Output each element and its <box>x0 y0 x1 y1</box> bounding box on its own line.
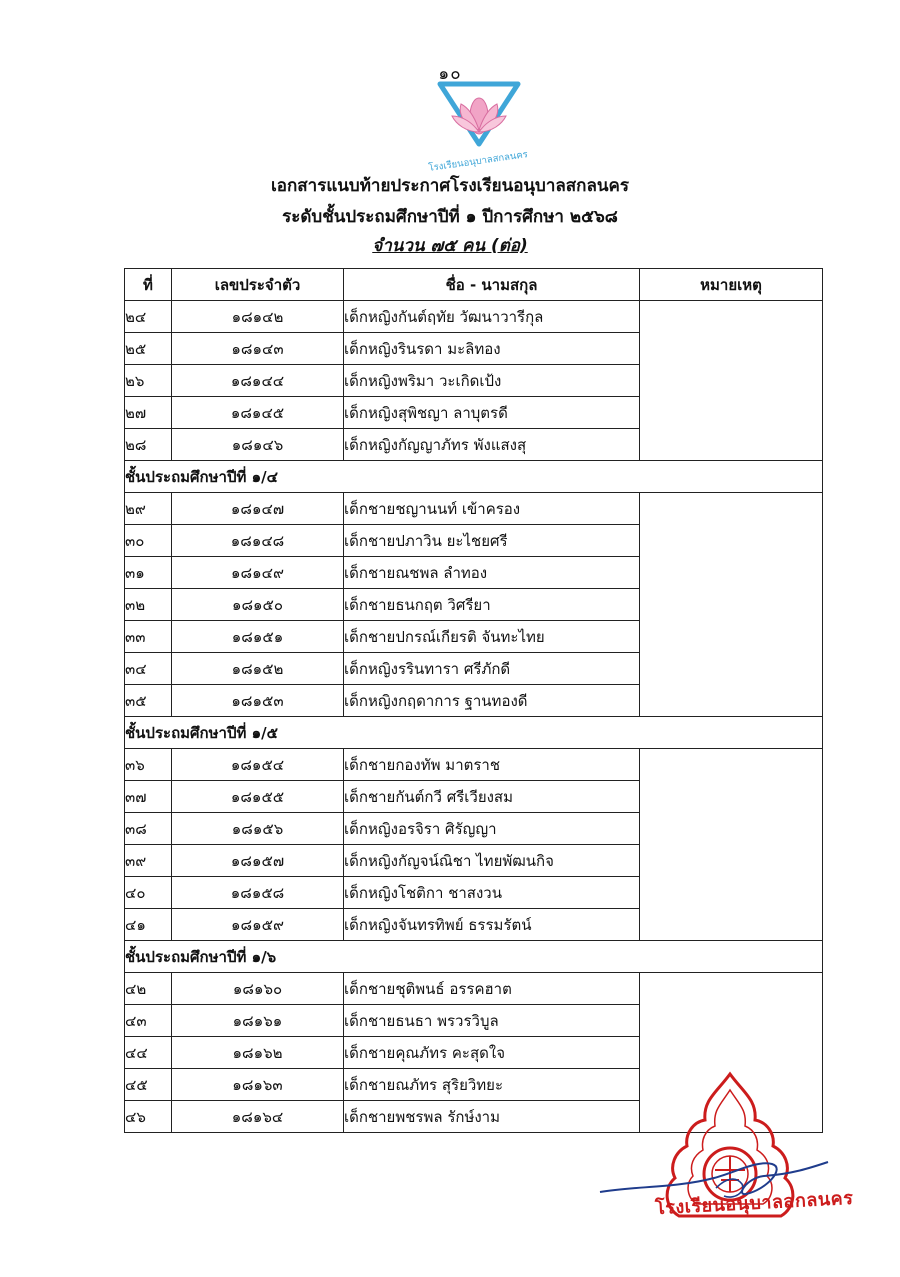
row-number: ๓๓ <box>125 621 172 653</box>
student-id: ๑๘๑๕๑ <box>172 621 344 653</box>
section-row <box>125 717 823 749</box>
student-name: เด็กชายธนกฤต วิศรียา <box>344 589 640 621</box>
student-id: ๑๘๑๖๐ <box>172 973 344 1005</box>
student-id: ๑๘๑๔๒ <box>172 301 344 333</box>
student-id: ๑๘๑๔๘ <box>172 525 344 557</box>
row-number: ๒๕ <box>125 333 172 365</box>
student-name: เด็กหญิงพริมา วะเกิดเป้ง <box>344 365 640 397</box>
table-row <box>125 493 823 525</box>
student-name: เด็กชายกันต์กวี ศรีเวียงสม <box>344 781 640 813</box>
row-number: ๒๘ <box>125 429 172 461</box>
row-number: ๓๖ <box>125 749 172 781</box>
table-row <box>125 301 823 333</box>
student-id: ๑๘๑๕๓ <box>172 685 344 717</box>
column-header-number: ที่ <box>125 269 172 301</box>
stamp-text: โรงเรียนอนุบาลสกลนคร <box>654 1187 854 1220</box>
row-number: ๔๖ <box>125 1101 172 1133</box>
student-id: ๑๘๑๕๗ <box>172 845 344 877</box>
student-name: เด็กหญิงกฤดาการ ฐานทองดี <box>344 685 640 717</box>
student-name: เด็กหญิงรินรดา มะลิทอง <box>344 333 640 365</box>
school-lotus-logo <box>427 78 529 174</box>
student-name: เด็กชายปภาวิน ยะไชยศรี <box>344 525 640 557</box>
row-number: ๒๙ <box>125 493 172 525</box>
section-heading: ชั้นประถมศึกษาปีที่ ๑/๖ <box>125 941 823 973</box>
student-name: เด็กชายปกรณ์เกียรติ จันทะไทย <box>344 621 640 653</box>
document-subtitle: ระดับชั้นประถมศึกษาปีที่ ๑ ปีการศึกษา ๒๕๖๘ <box>282 207 618 227</box>
student-count: จำนวน ๗๕ คน (ต่อ) <box>372 236 528 256</box>
student-id: ๑๘๑๕๕ <box>172 781 344 813</box>
student-id: ๑๘๑๔๙ <box>172 557 344 589</box>
row-number: ๓๒ <box>125 589 172 621</box>
document-title: เอกสารแนบท้ายประกาศโรงเรียนอนุบาลสกลนคร <box>270 176 629 196</box>
student-name: เด็กหญิงกัญจน์ณิชา ไทยพัฒนกิจ <box>344 845 640 877</box>
student-id: ๑๘๑๖๓ <box>172 1069 344 1101</box>
column-header-full-name: ชื่อ - นามสกุล <box>344 269 640 301</box>
student-name: เด็กชายธนธา พรวรวิบูล <box>344 1005 640 1037</box>
student-id: ๑๘๑๖๑ <box>172 1005 344 1037</box>
remarks-cell <box>640 301 823 461</box>
student-id: ๑๘๑๔๗ <box>172 493 344 525</box>
student-id: ๑๘๑๔๔ <box>172 365 344 397</box>
remarks-cell <box>640 749 823 941</box>
student-name: เด็กชายณชพล ลำทอง <box>344 557 640 589</box>
student-name: เด็กหญิงอรจิรา ศิรัญญา <box>344 813 640 845</box>
student-name: เด็กชายพชรพล รักษ์งาม <box>344 1101 640 1133</box>
row-number: ๓๕ <box>125 685 172 717</box>
section-row <box>125 461 823 493</box>
student-id: ๑๘๑๔๖ <box>172 429 344 461</box>
table-header-row <box>125 269 823 301</box>
student-name: เด็กชายชญานนท์ เข้าครอง <box>344 493 640 525</box>
logo-text: โรงเรียนอนุบาลสกลนคร <box>427 149 529 174</box>
row-number: ๔๔ <box>125 1037 172 1069</box>
row-number: ๓๐ <box>125 525 172 557</box>
student-name: เด็กหญิงกันต์ฤทัย วัฒนาวารีกุล <box>344 301 640 333</box>
student-id: ๑๘๑๖๒ <box>172 1037 344 1069</box>
row-number: ๓๗ <box>125 781 172 813</box>
student-name: เด็กหญิงกัญญาภัทร พังแสงสุ <box>344 429 640 461</box>
row-number: ๒๔ <box>125 301 172 333</box>
row-number: ๓๑ <box>125 557 172 589</box>
section-heading: ชั้นประถมศึกษาปีที่ ๑/๕ <box>125 717 823 749</box>
column-header-student-id: เลขประจำตัว <box>172 269 344 301</box>
student-id: ๑๘๑๕๘ <box>172 877 344 909</box>
column-header-remarks: หมายเหตุ <box>640 269 823 301</box>
student-name: เด็กชายชุติพนธ์ อรรคฮาต <box>344 973 640 1005</box>
student-name: เด็กชายคุณภัทร คะสุดใจ <box>344 1037 640 1069</box>
student-id: ๑๘๑๔๓ <box>172 333 344 365</box>
section-row <box>125 941 823 973</box>
student-name: เด็กหญิงรรินทารา ศรีภักดี <box>344 653 640 685</box>
student-id: ๑๘๑๕๔ <box>172 749 344 781</box>
student-id: ๑๘๑๕๐ <box>172 589 344 621</box>
student-id: ๑๘๑๖๔ <box>172 1101 344 1133</box>
student-name: เด็กชายณภัทร สุริยวิทยะ <box>344 1069 640 1101</box>
table-row <box>125 749 823 781</box>
student-name: เด็กหญิงสุพิชญา ลาบุตรดี <box>344 397 640 429</box>
table-row <box>125 973 823 1005</box>
student-id: ๑๘๑๕๙ <box>172 909 344 941</box>
student-id: ๑๘๑๔๕ <box>172 397 344 429</box>
student-name: เด็กชายกองทัพ มาตราช <box>344 749 640 781</box>
student-roster-table <box>124 268 823 1133</box>
student-name: เด็กหญิงโชติกา ชาสงวน <box>344 877 640 909</box>
row-number: ๔๐ <box>125 877 172 909</box>
row-number: ๓๔ <box>125 653 172 685</box>
row-number: ๔๑ <box>125 909 172 941</box>
row-number: ๔๕ <box>125 1069 172 1101</box>
row-number: ๓๙ <box>125 845 172 877</box>
row-number: ๓๘ <box>125 813 172 845</box>
section-heading: ชั้นประถมศึกษาปีที่ ๑/๔ <box>125 461 823 493</box>
row-number: ๔๓ <box>125 1005 172 1037</box>
page-number: ๑๐ <box>438 64 462 84</box>
remarks-cell <box>640 493 823 717</box>
student-name: เด็กหญิงจันทรทิพย์ ธรรมรัตน์ <box>344 909 640 941</box>
row-number: ๒๖ <box>125 365 172 397</box>
student-id: ๑๘๑๕๒ <box>172 653 344 685</box>
row-number: ๒๗ <box>125 397 172 429</box>
row-number: ๔๒ <box>125 973 172 1005</box>
student-id: ๑๘๑๕๖ <box>172 813 344 845</box>
